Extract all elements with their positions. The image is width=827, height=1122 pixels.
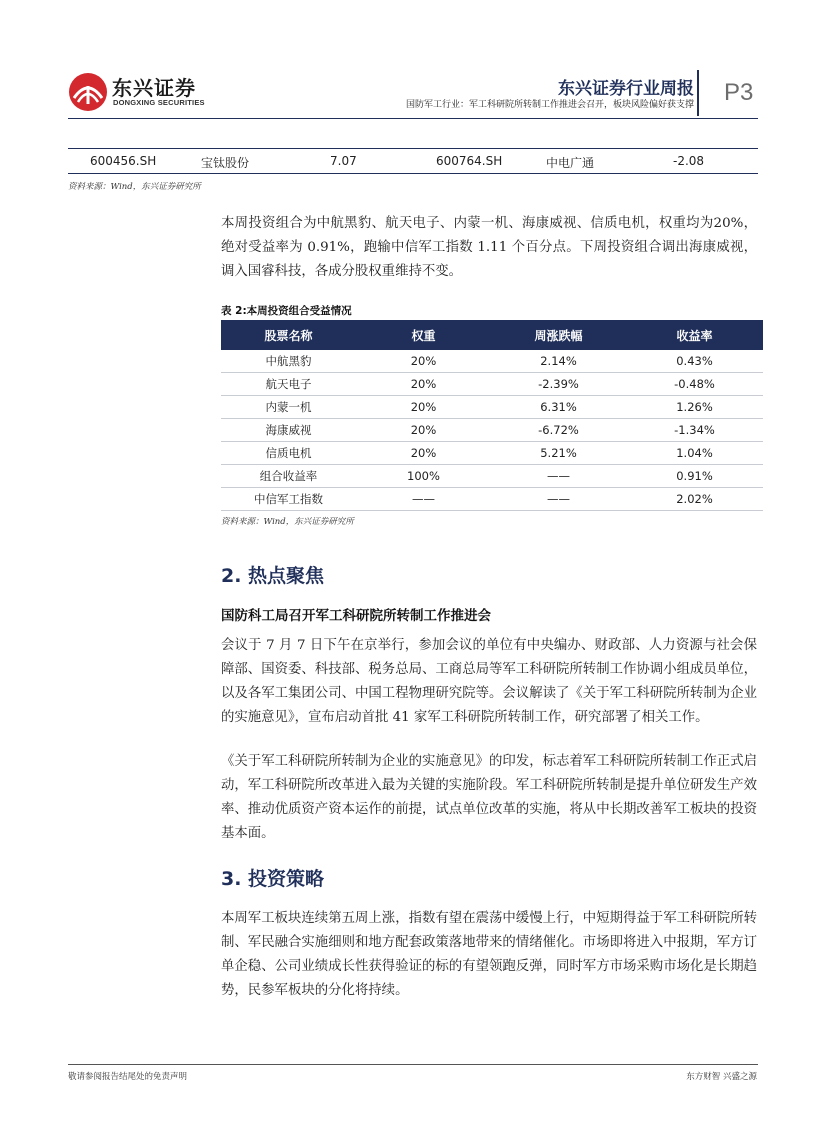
- source-note-2: 资料来源：Wind，东兴证券研究所: [221, 517, 354, 527]
- cell-weight: 20%: [356, 419, 491, 442]
- cell-return: 1.04%: [626, 442, 763, 465]
- portfolio-table: [221, 320, 763, 511]
- row-value-2: -2.08: [673, 154, 705, 168]
- cell-weight: 20%: [356, 350, 491, 373]
- cell-stock: 中航黑豹: [221, 350, 356, 373]
- row-code-1: 600456.SH: [90, 154, 157, 168]
- cell-change: -6.72%: [491, 419, 626, 442]
- footer-disclaimer: 敬请参阅报告结尾处的免责声明: [68, 1072, 188, 1082]
- header-cell: 权重: [356, 320, 491, 350]
- logo-text-cn: 东兴证券: [112, 76, 196, 100]
- header-rule: [68, 118, 758, 119]
- cell-return: -1.34%: [626, 419, 763, 442]
- cell-change: ——: [491, 488, 626, 511]
- row-name-2: 中电广通: [546, 156, 595, 170]
- header-cell: 收益率: [626, 320, 763, 350]
- row-code-2: 600764.SH: [436, 154, 503, 168]
- table-row: [221, 396, 763, 419]
- row-name-1: 宝钛股份: [201, 156, 250, 170]
- cell-change: 6.31%: [491, 396, 626, 419]
- header-cell: 周涨跌幅: [491, 320, 626, 350]
- cell-stock: 海康威视: [221, 419, 356, 442]
- report-subtitle: 国防军工行业：军工科研院所转制工作推进会召开，板块风险偏好获支撑: [405, 100, 694, 110]
- table-row: [221, 488, 763, 511]
- cell-weight: 100%: [356, 465, 491, 488]
- cell-change: 5.21%: [491, 442, 626, 465]
- paragraph-strategy: 本周军工板块连续第五周上涨，指数有望在震荡中缓慢上行，中短期得益于军工科研院所转制、军民融合实施细则和地方配套政策落地带来的情绪催化。市场即将进入中报期，军方订单企稳、公司业绩成长性获得验证的标的有望领跑反弹，同时军方市场采购市场化是长期趋势，民参军板块的分化将持续。: [221, 911, 757, 998]
- table-caption: 表 2:本周投资组合受益情况: [221, 305, 352, 317]
- cell-weight: ——: [356, 488, 491, 511]
- cell-stock: 内蒙一机: [221, 396, 356, 419]
- footer-slogan: 东方财智 兴盛之源: [686, 1072, 757, 1082]
- footer-rule: [68, 1064, 758, 1065]
- section-title-hotspot: 2. 热点聚焦: [221, 565, 325, 587]
- header-cell: 股票名称: [221, 320, 356, 350]
- table-row: [221, 373, 763, 396]
- cell-stock: 航天电子: [221, 373, 356, 396]
- table-row: [221, 419, 763, 442]
- cell-change: ——: [491, 465, 626, 488]
- logo-text-en: DONGXING SECURITIES: [113, 98, 205, 107]
- cell-stock: 组合收益率: [221, 465, 356, 488]
- page-number: P3: [724, 79, 754, 106]
- cell-return: 1.26%: [626, 396, 763, 419]
- continued-table-row: [68, 148, 758, 174]
- source-note-1: 资料来源：Wind，东兴证券研究所: [68, 182, 201, 192]
- cell-stock: 信质电机: [221, 442, 356, 465]
- cell-return: 0.91%: [626, 465, 763, 488]
- section-title-strategy: 3. 投资策略: [221, 868, 325, 890]
- table-row: [221, 350, 763, 373]
- section-subheading: 国防科工局召开军工科研院所转制工作推进会: [221, 608, 491, 624]
- cell-change: 2.14%: [491, 350, 626, 373]
- report-title: 东兴证券行业周报: [558, 79, 694, 99]
- company-logo: [68, 70, 208, 116]
- paragraph-portfolio: 本周投资组合为中航黑豹、航天电子、内蒙一机、海康威视、信质电机，权重均为20%，绝对受益率为 0.91%，跑输中信军工指数 1.11 个百分点。下周投资组合调出海康威视，调入国睿科技，各成分股权重维持不变。: [221, 216, 757, 279]
- cell-stock: 中信军工指数: [221, 488, 356, 511]
- paragraph-meeting: 会议于 7 月 7 日下午在京举行，参加会议的单位有中央编办、财政部、人力资源与社会保障部、国资委、科技部、税务总局、工商总局等军工科研院所转制工作协调小组成员单位，以及各军工集团公司、中国工程物理研究院等。会议解读了《关于军工科研院所转制为企业的实施意见》，宣布启动首批 41 家军工科研院所转制工作，研究部署了相关工作。: [221, 638, 757, 725]
- cell-weight: 20%: [356, 442, 491, 465]
- row-value-1: 7.07: [330, 154, 357, 168]
- cell-return: -0.48%: [626, 373, 763, 396]
- table-row: [221, 442, 763, 465]
- cell-return: 0.43%: [626, 350, 763, 373]
- cell-return: 2.02%: [626, 488, 763, 511]
- cell-weight: 20%: [356, 396, 491, 419]
- header-divider: [697, 70, 699, 116]
- cell-weight: 20%: [356, 373, 491, 396]
- table-header-row: [221, 320, 763, 350]
- table-row: [221, 465, 763, 488]
- logo-emblem-icon: [68, 72, 108, 112]
- cell-change: -2.39%: [491, 373, 626, 396]
- paragraph-implications: 《关于军工科研院所转制为企业的实施意见》的印发，标志着军工科研院所转制工作正式启动，军工科研院所改革进入最为关键的实施阶段。军工科研院所转制是提升单位研发生产效率、推动优质资产资本运作的前提，试点单位改革的实施，将从中长期改善军工板块的投资基本面。: [221, 754, 757, 841]
